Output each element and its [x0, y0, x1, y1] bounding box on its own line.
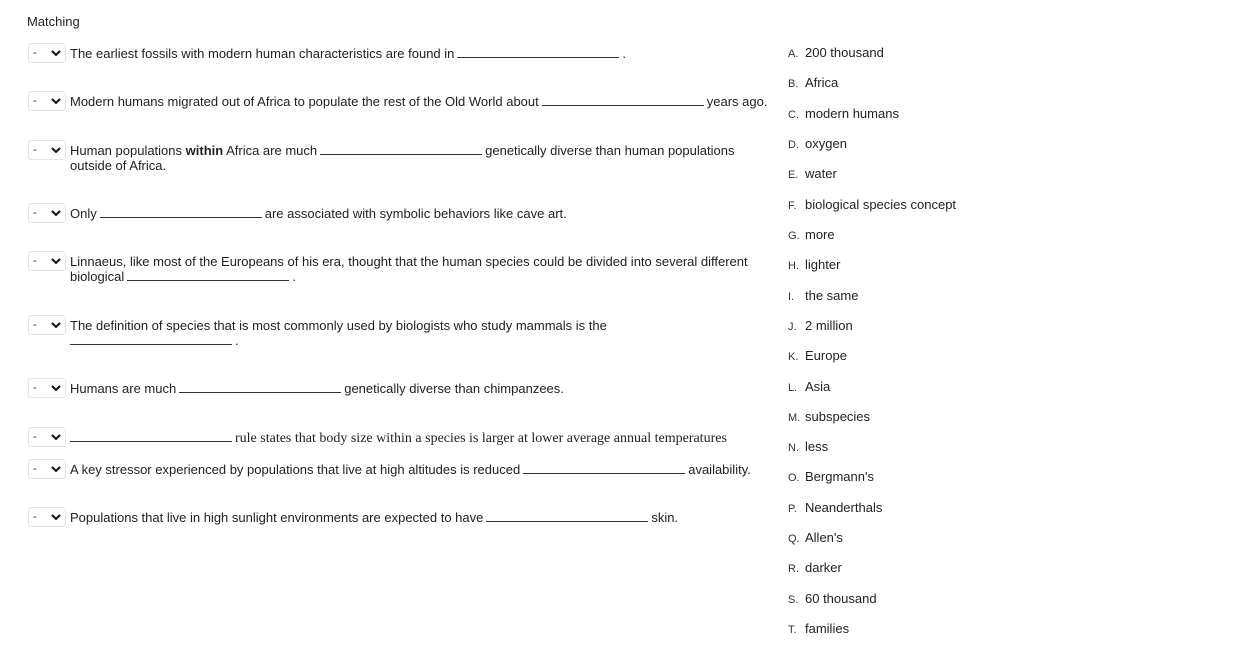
answer-blank: [486, 510, 648, 522]
answer-option: B. Africa: [788, 75, 839, 90]
select-value: -: [33, 47, 37, 59]
chevron-down-icon: [50, 511, 62, 523]
question-text: Humans are much genetically diverse than chimpanzees.: [70, 381, 564, 396]
answer-select[interactable]: [28, 459, 66, 479]
answer-blank: [70, 430, 232, 442]
question-row: [28, 510, 788, 527]
answer-option: K. Europe: [788, 348, 847, 363]
question-row: [28, 143, 788, 173]
answer-select[interactable]: [28, 140, 66, 160]
chevron-down-icon: [50, 95, 62, 107]
answer-blank: [320, 143, 482, 155]
answer-blank: [70, 333, 232, 345]
question-row: [28, 318, 788, 348]
question-row: [28, 462, 788, 479]
question-text: rule states that body size within a species is larger at lower average annual temperatures: [70, 430, 727, 446]
question-row: [28, 254, 788, 284]
select-value: -: [33, 463, 37, 475]
answer-select[interactable]: [28, 427, 66, 447]
answer-option: J. 2 million: [788, 318, 853, 333]
answer-select[interactable]: [28, 251, 66, 271]
answer-option: F. biological species concept: [788, 197, 957, 212]
answer-option: C. modern humans: [788, 106, 899, 121]
answer-blank: [179, 381, 341, 393]
answer-blank: [523, 462, 685, 474]
select-value: -: [33, 319, 37, 331]
question-text: The definition of species that is most commonly used by biologists who study mammals is the .: [70, 318, 607, 348]
chevron-down-icon: [50, 463, 62, 475]
answer-option: T. families: [788, 621, 850, 636]
answer-option: D. oxygen: [788, 136, 847, 151]
answer-blank: [542, 94, 704, 106]
answer-option: G. more: [788, 227, 835, 242]
question-text: Modern humans migrated out of Africa to populate the rest of the Old World about years ago.: [70, 94, 768, 109]
section-title: Matching: [27, 14, 80, 29]
question-row: [28, 46, 788, 63]
answer-option: Q. Allen's: [788, 530, 843, 545]
answer-option: P. Neanderthals: [788, 500, 883, 515]
answer-option: R. darker: [788, 560, 842, 575]
select-value: -: [33, 255, 37, 267]
select-value: -: [33, 431, 37, 443]
question-row: [28, 206, 788, 223]
answer-option: L. Asia: [788, 379, 831, 394]
select-value: -: [33, 511, 37, 523]
chevron-down-icon: [50, 431, 62, 443]
answer-option: S. 60 thousand: [788, 591, 877, 606]
answer-option: N. less: [788, 439, 829, 454]
answer-select[interactable]: [28, 91, 66, 111]
chevron-down-icon: [50, 47, 62, 59]
chevron-down-icon: [50, 207, 62, 219]
select-value: -: [33, 95, 37, 107]
select-value: -: [33, 207, 37, 219]
chevron-down-icon: [50, 144, 62, 156]
answer-select[interactable]: [28, 203, 66, 223]
answer-select[interactable]: [28, 43, 66, 63]
answer-option: I. the same: [788, 288, 859, 303]
answer-select[interactable]: [28, 315, 66, 335]
select-value: -: [33, 382, 37, 394]
answer-blank: [127, 269, 289, 281]
question-row: [28, 430, 788, 447]
answer-option: O. Bergmann's: [788, 469, 874, 484]
question-row: [28, 94, 788, 111]
answer-option: A. 200 thousand: [788, 45, 884, 60]
question-text: Linnaeus, like most of the Europeans of his era, thought that the human species could be divided into several different biological .: [70, 254, 748, 284]
question-text: Populations that live in high sunlight environments are expected to have skin.: [70, 510, 679, 525]
answer-option: H. lighter: [788, 257, 841, 272]
question-text: Human populations within Africa are much genetically diverse than human populations outside of Africa.: [70, 143, 735, 173]
question-row: [28, 381, 788, 398]
select-value: -: [33, 144, 37, 156]
chevron-down-icon: [50, 319, 62, 331]
answer-blank: [457, 46, 619, 58]
answer-option: E. water: [788, 166, 837, 181]
answer-select[interactable]: [28, 378, 66, 398]
answer-option: M. subspecies: [788, 409, 871, 424]
answer-select[interactable]: [28, 507, 66, 527]
chevron-down-icon: [50, 255, 62, 267]
answer-blank: [100, 206, 262, 218]
question-text: A key stressor experienced by populations that live at high altitudes is reduced availability.: [70, 462, 751, 477]
chevron-down-icon: [50, 382, 62, 394]
question-text: The earliest fossils with modern human characteristics are found in .: [70, 46, 627, 61]
question-text: Only are associated with symbolic behaviors like cave art.: [70, 206, 567, 221]
